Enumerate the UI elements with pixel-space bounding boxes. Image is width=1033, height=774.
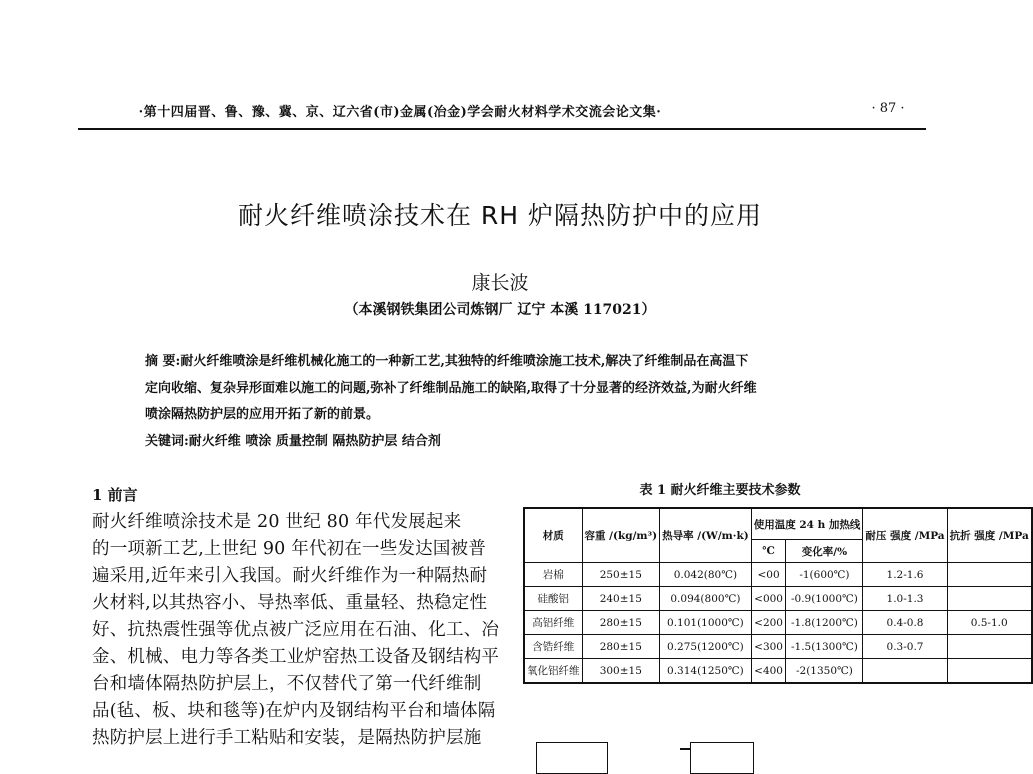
diagram-connector — [680, 748, 690, 750]
table-cell: 250±15 — [582, 563, 660, 587]
table-cell: 硅酸铝 — [524, 587, 582, 611]
header-rule — [78, 128, 926, 130]
table-caption: 表 1 耐火纤维主要技术参数 — [639, 483, 801, 498]
th-temp: ℃ — [751, 540, 786, 563]
th-change-rate: 变化率/% — [786, 540, 863, 563]
table-cell: 岩棉 — [524, 563, 582, 587]
table-cell: <200 — [751, 611, 786, 635]
section-heading: 1 前言 — [92, 486, 138, 504]
table-row — [524, 563, 1032, 587]
table-cell: -1(600℃) — [786, 563, 863, 587]
table-cell: <00 — [751, 563, 786, 587]
author: 康长波 — [471, 272, 529, 294]
th-conductivity: 热导率 /(W/m·k) — [660, 508, 752, 563]
abstract-line-2: 定向收缩、复杂异形面难以施工的问题,弥补了纤维制品施工的缺陷,取得了十分显著的经济效益,为耐火纤维 — [145, 381, 757, 396]
table-cell: <300 — [751, 635, 786, 659]
th-use-temp: 使用温度 24 h 加热线 — [751, 508, 863, 540]
table-cell: 高铝纤维 — [524, 611, 582, 635]
keywords: 关键词:耐火纤维 喷涂 质量控制 隔热防护层 结合剂 — [145, 434, 441, 449]
table-cell: -2(1350℃) — [786, 659, 863, 684]
table-cell: <400 — [751, 659, 786, 684]
table-cell: 300±15 — [582, 659, 660, 684]
table-cell: 240±15 — [582, 587, 660, 611]
table-row — [524, 635, 1032, 659]
body-line: 热防护层上进行手工粘贴和安装，是隔热防护层施 — [92, 728, 482, 748]
table-cell: 1.0-1.3 — [863, 587, 947, 611]
body-line: 的一项新工艺,上世纪 90 年代初在一些发达国被普 — [92, 539, 486, 559]
th-material: 材质 — [524, 508, 582, 563]
body-line: 金、机械、电力等各类工业炉窑热工设备及钢结构平 — [92, 647, 500, 667]
table-row — [524, 611, 1032, 635]
table-cell: -1.8(1200℃) — [786, 611, 863, 635]
diagram-box-right — [690, 742, 754, 774]
th-density: 容重 /(kg/m³) — [582, 508, 660, 563]
page-number: · 87 · — [871, 101, 905, 116]
body-line: 耐火纤维喷涂技术是 20 世纪 80 年代发展起来 — [92, 512, 462, 532]
diagram-box-left — [536, 742, 608, 774]
table-row — [524, 659, 1032, 684]
table-cell: 0.3-0.7 — [863, 635, 947, 659]
table-cell: -0.9(1000℃) — [786, 587, 863, 611]
body-line: 品(毡、板、块和毯等)在炉内及钢结构平台和墙体隔 — [92, 701, 496, 721]
table-cell: <000 — [751, 587, 786, 611]
table-cell — [947, 635, 1032, 659]
table-cell: 1.2-1.6 — [863, 563, 947, 587]
body-line: 台和墙体隔热防护层上，不仅替代了第一代纤维制 — [92, 674, 482, 694]
th-flexural: 抗折 强度 /MPa — [947, 508, 1032, 563]
table-cell: 0.4-0.8 — [863, 611, 947, 635]
table-row — [524, 587, 1032, 611]
table-cell — [863, 659, 947, 684]
table-cell — [947, 563, 1032, 587]
table-cell: 0.101(1000℃) — [660, 611, 752, 635]
table-cell: 含锆纤维 — [524, 635, 582, 659]
parameter-table — [523, 507, 1033, 684]
table-cell: 280±15 — [582, 635, 660, 659]
abstract-line-1: 摘 要:耐火纤维喷涂是纤维机械化施工的一种新工艺,其独特的纤维喷涂施工技术,解决了纤维制品在高温下 — [145, 354, 749, 369]
body-line: 火材料,以其热容小、导热率低、重量轻、热稳定性 — [92, 593, 488, 613]
th-compressive: 耐压 强度 /MPa — [863, 508, 947, 563]
table-cell: 0.275(1200℃) — [660, 635, 752, 659]
table-cell: 280±15 — [582, 611, 660, 635]
table-cell: 0.314(1250℃) — [660, 659, 752, 684]
body-line: 遍采用,近年来引入我国。耐火纤维作为一种隔热耐 — [92, 566, 488, 586]
table-cell: 0.5-1.0 — [947, 611, 1032, 635]
table-cell — [947, 587, 1032, 611]
abstract-line-3: 喷涂隔热防护层的应用开拓了新的前景。 — [145, 407, 380, 422]
table-cell — [947, 659, 1032, 684]
running-header: ·第十四届晋、鲁、豫、冀、京、辽六省(市)金属(冶金)学会耐火材料学术交流会论文集· — [138, 105, 662, 120]
affiliation: （本溪钢铁集团公司炼钢厂 辽宁 本溪 117021） — [344, 302, 656, 318]
table-cell: -1.5(1300℃) — [786, 635, 863, 659]
table-cell: 0.094(800℃) — [660, 587, 752, 611]
body-line: 好、抗热震性强等优点被广泛应用在石油、化工、冶 — [92, 620, 500, 640]
table-cell: 氧化铝纤维 — [524, 659, 582, 684]
table-cell: 0.042(80℃) — [660, 563, 752, 587]
paper-title: 耐火纤维喷涂技术在 RH 炉隔热防护中的应用 — [237, 201, 763, 230]
